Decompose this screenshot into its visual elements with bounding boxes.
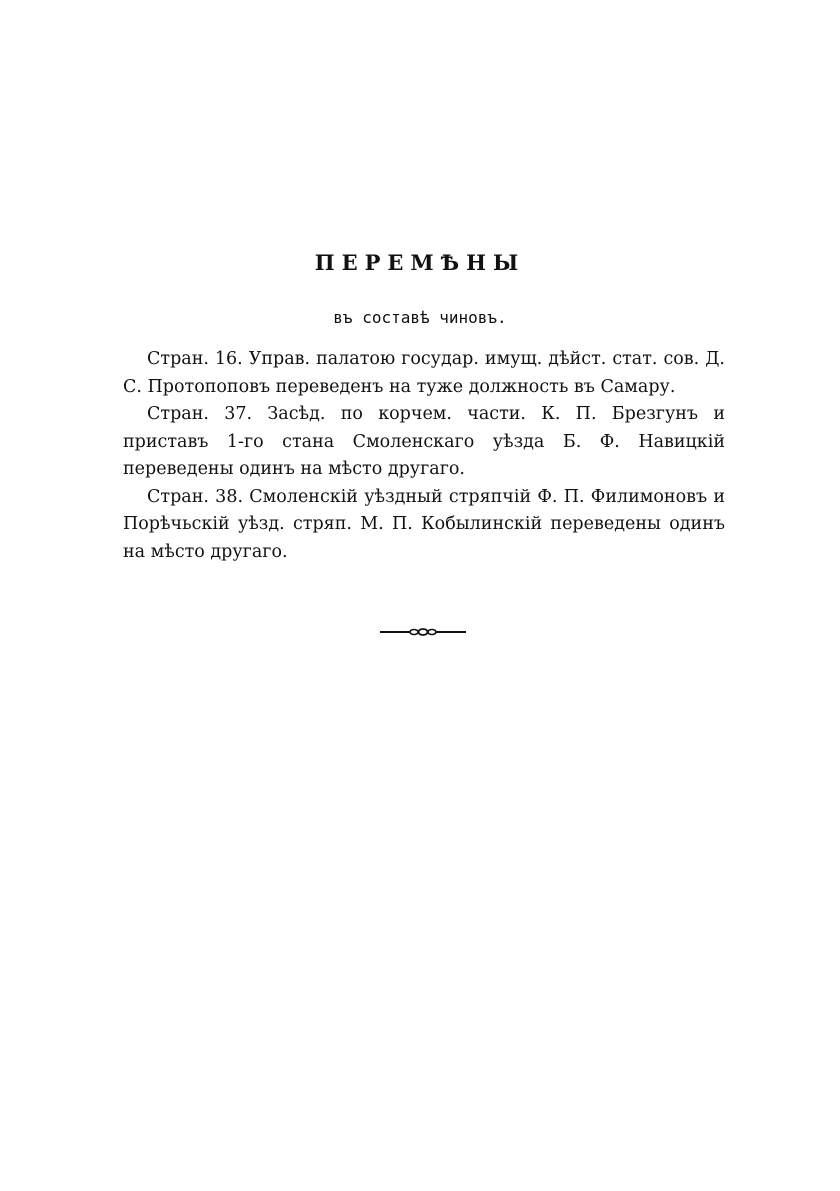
entry-paragraph [123,346,725,401]
entry-text: Засѣд. по корчем. части. К. П. Брезгунъ и приставъ 1-го стана Смоленскаго уѣзда Б. Ф. Навицкій переведены одинъ на мѣсто другаго. [123,404,725,479]
page-subtitle: въ составѣ чиновъ. [333,308,507,327]
page-title: ПЕРЕМѢНЫ [314,250,526,275]
entry-page-reference: Стран. 16. [147,349,243,369]
entry-text: Смоленскій уѣздный стряпчій Ф. П. Филимоновъ и Порѣчьскій уѣзд. стряп. М. П. Кобылинскій переведены одинъ на мѣсто другаго. [123,486,726,562]
entry-paragraph [123,484,725,567]
entry-paragraph [123,401,725,484]
entries-list [123,346,725,566]
entry-page-reference: Стран. 37. [147,404,253,424]
entry-page-reference: Стран. 38. [147,486,244,507]
entry-text: Управ. палатою государ. имущ. дѣйст. стат. сов. Д. С. Протопоповъ переведенъ на туже должность въ Самару. [123,349,725,397]
end-ornament-icon [380,622,466,642]
